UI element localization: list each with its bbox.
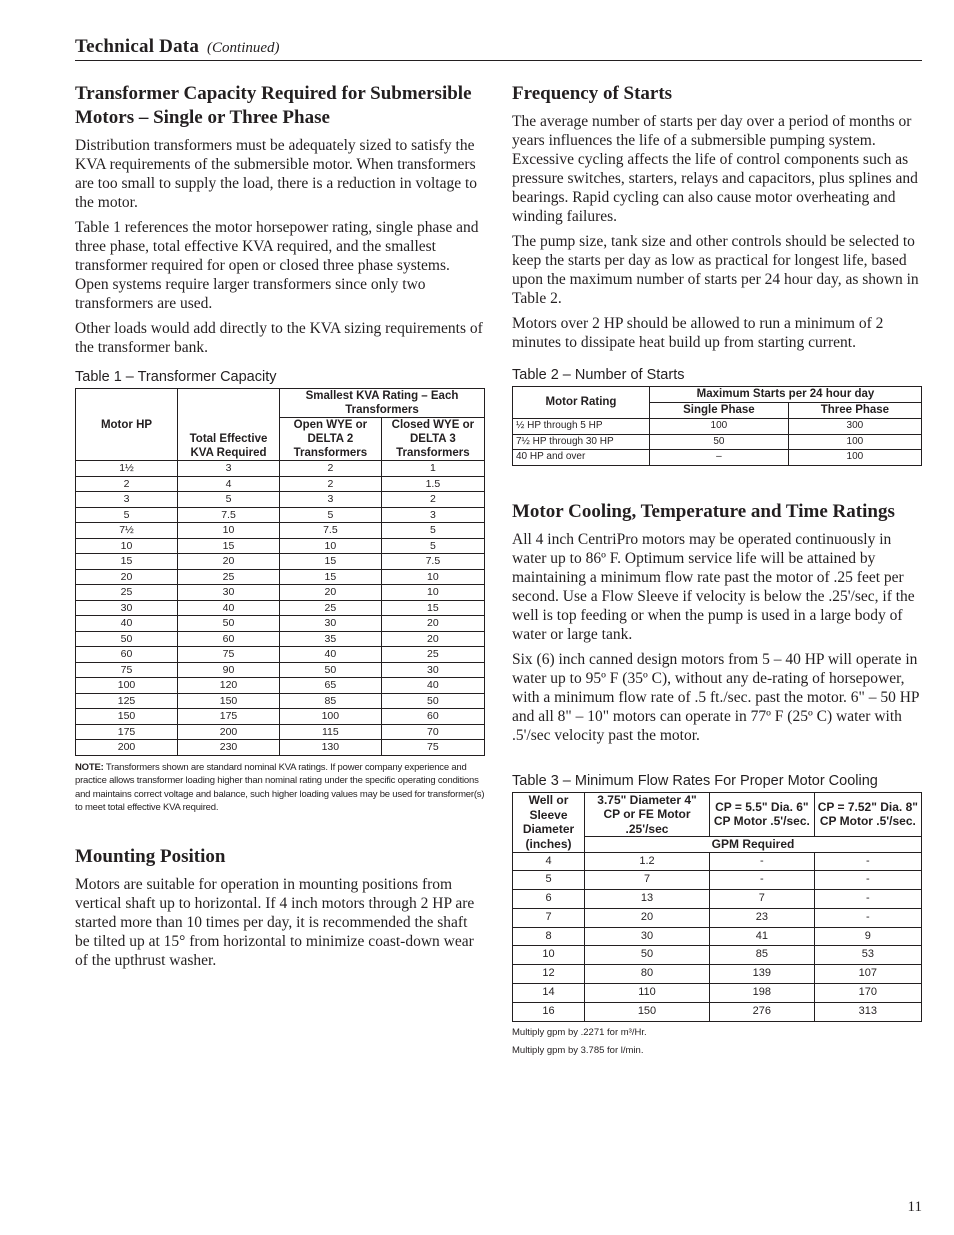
table-row <box>513 927 922 946</box>
table-cell: 41 <box>710 927 815 946</box>
starts-table <box>512 386 922 466</box>
col-header-smallest-kva: Smallest KVA Rating – Each Transformers <box>280 389 485 418</box>
table-row <box>76 492 485 508</box>
table2-block <box>512 367 922 466</box>
table-row <box>76 631 485 647</box>
table-cell: 7½ HP through 30 HP <box>513 434 650 450</box>
table-cell: 20 <box>76 569 178 585</box>
right-column <box>512 82 922 1060</box>
table-cell: 15 <box>76 554 178 570</box>
table-cell: 100 <box>280 709 382 725</box>
table-cell: - <box>814 908 921 927</box>
table-row <box>513 419 922 435</box>
table-cell: 35 <box>280 631 382 647</box>
table-row <box>76 600 485 616</box>
table-row <box>76 538 485 554</box>
left-column <box>75 82 485 976</box>
table-row <box>513 965 922 984</box>
table-cell: 115 <box>280 724 382 740</box>
table-cell: 16 <box>513 1002 585 1021</box>
table-cell: 9 <box>814 927 921 946</box>
table3-block <box>512 773 922 1060</box>
table-cell: - <box>814 852 921 871</box>
table-cell: – <box>650 450 789 466</box>
table-cell: 3 <box>280 492 382 508</box>
table-cell: 50 <box>178 616 280 632</box>
table-cell: 110 <box>585 984 710 1003</box>
table-row <box>513 434 922 450</box>
table-cell: 5 <box>280 507 382 523</box>
table-cell: 60 <box>178 631 280 647</box>
table-cell: 10 <box>381 585 484 601</box>
table-cell: 10 <box>178 523 280 539</box>
table-cell: 10 <box>381 569 484 585</box>
header-continued: (Continued) <box>207 40 280 56</box>
table-cell: 5 <box>178 492 280 508</box>
table-cell: 170 <box>814 984 921 1003</box>
table-row <box>76 678 485 694</box>
table-row <box>76 616 485 632</box>
table-cell: 10 <box>513 946 585 965</box>
header-title: Technical Data <box>75 36 200 57</box>
table-cell: 30 <box>280 616 382 632</box>
table-cell: 50 <box>76 631 178 647</box>
table-row <box>513 890 922 909</box>
paragraph: Other loads would add directly to the KVA sizing requirements of the transformer bank. <box>75 320 483 356</box>
table-cell: 100 <box>76 678 178 694</box>
table-cell: - <box>814 871 921 890</box>
table-cell: 276 <box>710 1002 815 1021</box>
table-cell: 7 <box>710 890 815 909</box>
table-cell: 60 <box>76 647 178 663</box>
table-row <box>76 662 485 678</box>
table-row <box>76 709 485 725</box>
table-cell: 130 <box>280 740 382 756</box>
paragraph: Table 1 references the motor horsepower rating, single phase and three phase, total effective KVA required, and the smallest transformer required for open or closed three phase systems. Open systems require larger transformers since only two transformers are used. <box>75 219 479 312</box>
page-header <box>75 36 922 61</box>
table-row <box>513 984 922 1003</box>
table-cell: 15 <box>280 569 382 585</box>
table-cell: - <box>710 871 815 890</box>
table-cell: 40 HP and over <box>513 450 650 466</box>
table-cell: 1.2 <box>585 852 710 871</box>
table-row <box>76 523 485 539</box>
table-cell: 15 <box>280 554 382 570</box>
table2-caption: Table 2 – Number of Starts <box>512 367 685 383</box>
table-cell: 30 <box>585 927 710 946</box>
table-cell: 5 <box>76 507 178 523</box>
table-cell: 30 <box>178 585 280 601</box>
paragraph: Motors are suitable for operation in mounting positions from vertical shaft up to horizontal. If 4 inch motors through 2 HP are started more than 10 times per day, it is recommended the shaft be tilted up at 15° from horizontal to minimize coast-down wear of the upthrust washer. <box>75 875 475 969</box>
table-cell: 4 <box>178 476 280 492</box>
table-cell: 53 <box>814 946 921 965</box>
col-header-well-diameter: Well or Sleeve Diameter (inches) <box>513 792 585 852</box>
col-header-6in: CP = 5.5" Dia. 6" CP Motor .5'/sec. <box>710 792 815 837</box>
table-cell: 40 <box>381 678 484 694</box>
table-cell: 23 <box>710 908 815 927</box>
table-row <box>513 1002 922 1021</box>
table-cell: 3 <box>76 492 178 508</box>
table-cell: 25 <box>76 585 178 601</box>
table-cell: 30 <box>76 600 178 616</box>
table-cell: 40 <box>178 600 280 616</box>
table-cell: 125 <box>76 693 178 709</box>
table-cell: 15 <box>178 538 280 554</box>
table3-footnote-2: Multiply gpm by 3.785 for l/min. <box>512 1044 644 1056</box>
col-header-open: Open WYE or DELTA 2 Transformers <box>280 418 382 461</box>
table-cell: 8 <box>513 927 585 946</box>
table-cell: 300 <box>788 419 921 435</box>
table-cell: 25 <box>280 600 382 616</box>
table-cell: 50 <box>650 434 789 450</box>
table-cell: 70 <box>381 724 484 740</box>
table-cell: 2 <box>381 492 484 508</box>
col-header-three-phase: Three Phase <box>788 403 921 419</box>
col-header-motor-hp: Motor HP <box>76 389 178 461</box>
col-header-max-starts: Maximum Starts per 24 hour day <box>650 387 922 403</box>
table-cell: 150 <box>585 1002 710 1021</box>
table-cell: 7.5 <box>381 554 484 570</box>
table-cell: 7 <box>513 908 585 927</box>
paragraph: The pump size, tank size and other controls should be selected to keep the starts per day as low as practical for longest life, based upon the maximum number of starts per 24 hour day, as shown in Table 2. <box>512 233 919 307</box>
table-cell: 85 <box>280 693 382 709</box>
table-row <box>76 569 485 585</box>
table-cell: 10 <box>280 538 382 554</box>
table-cell: 120 <box>178 678 280 694</box>
table3-caption: Table 3 – Minimum Flow Rates For Proper Motor Cooling <box>512 772 878 789</box>
table-cell: 2 <box>280 476 382 492</box>
table-cell: 20 <box>585 908 710 927</box>
paragraph: Motors over 2 HP should be allowed to run a minimum of 2 minutes to dissipate heat build up from starting current. <box>512 315 884 351</box>
table-cell: 2 <box>76 476 178 492</box>
paragraph: Six (6) inch canned design motors from 5 – 40 HP will operate in water up to 95º F (35º C), without any de-rating of horsepower, with a minimum flow rate of .5 ft./sec. past the motor. 6" – 50 HP and all 8" – 10" motors can operate in 77º F (25º C) water with .5'/sec velocity past the motor. <box>512 650 919 744</box>
table1-caption: Table 1 – Transformer Capacity <box>75 369 277 385</box>
table-cell: 90 <box>178 662 280 678</box>
table-cell: 75 <box>381 740 484 756</box>
table-cell: 175 <box>178 709 280 725</box>
col-header-8in: CP = 7.52" Dia. 8" CP Motor .5'/sec. <box>814 792 921 837</box>
table-cell: 150 <box>178 693 280 709</box>
table-cell: 60 <box>381 709 484 725</box>
table-row <box>513 871 922 890</box>
table-cell: 107 <box>814 965 921 984</box>
table-cell: 50 <box>381 693 484 709</box>
table-cell: 1.5 <box>381 476 484 492</box>
table-cell: 7 <box>585 871 710 890</box>
table1-note <box>75 761 485 815</box>
table-cell: 50 <box>280 662 382 678</box>
table-cell: 13 <box>585 890 710 909</box>
table-cell: 100 <box>788 434 921 450</box>
table-cell: 139 <box>710 965 815 984</box>
col-header-motor-rating: Motor Rating <box>513 387 650 419</box>
table-cell: 75 <box>76 662 178 678</box>
table1-block <box>75 369 485 815</box>
table-cell: 1 <box>381 461 484 477</box>
table-cell: 30 <box>381 662 484 678</box>
col-header-single-phase: Single Phase <box>650 403 789 419</box>
table-cell: 198 <box>710 984 815 1003</box>
table-cell: 7.5 <box>280 523 382 539</box>
table3-footnote-1: Multiply gpm by .2271 for m³/Hr. <box>512 1026 647 1038</box>
section-title-frequency: Frequency of Starts <box>512 83 673 104</box>
table-cell: 80 <box>585 965 710 984</box>
table-cell: 40 <box>280 647 382 663</box>
table-cell: 6 <box>513 890 585 909</box>
table-row <box>513 852 922 871</box>
table-cell: 150 <box>76 709 178 725</box>
table-cell: 12 <box>513 965 585 984</box>
table-cell: 3 <box>381 507 484 523</box>
table-cell: 14 <box>513 984 585 1003</box>
table-row <box>76 461 485 477</box>
table-row <box>76 693 485 709</box>
table1-body <box>76 461 485 756</box>
table-cell: 50 <box>585 946 710 965</box>
table-row <box>76 740 485 756</box>
col-header-gpm-required: GPM Required <box>585 837 922 853</box>
table-row <box>513 450 922 466</box>
table-cell: 20 <box>280 585 382 601</box>
table-cell: 230 <box>178 740 280 756</box>
table-cell: 3 <box>178 461 280 477</box>
paragraph: All 4 inch CentriPro motors may be operated continuously in water up to 86º F. Optimum service life will be attained by maintaining a minimum flow rate past the motor of .25 feet per second. Use a Flow Sleeve if velocity is below the .25'/sec, if the well is top feeding or when the pump is used in a large body of water or large tank. <box>512 530 915 643</box>
table-row <box>513 946 922 965</box>
table-cell: 175 <box>76 724 178 740</box>
table-cell: 1½ <box>76 461 178 477</box>
paragraph: Distribution transformers must be adequately sized to satisfy the KVA requirements of the submersible motor. When transformers are too small to supply the load, there is a reduction in voltage to the motor. <box>75 137 478 211</box>
col-header-total-kva: Total Effective KVA Required <box>178 389 280 461</box>
table-cell: 2 <box>280 461 382 477</box>
table-cell: 20 <box>178 554 280 570</box>
table-cell: 4 <box>513 852 585 871</box>
col-header-4in: 3.75" Diameter 4" CP or FE Motor .25'/sec <box>585 792 710 837</box>
table-cell: 75 <box>178 647 280 663</box>
table-row <box>76 476 485 492</box>
table-row <box>76 724 485 740</box>
table-cell: 313 <box>814 1002 921 1021</box>
table-row <box>513 908 922 927</box>
section-title-cooling: Motor Cooling, Temperature and Time Ratings <box>512 500 895 522</box>
table-row <box>76 585 485 601</box>
table-cell: 7.5 <box>178 507 280 523</box>
table-cell: - <box>710 852 815 871</box>
paragraph: The average number of starts per day over a period of months or years influences the life of a submersible pumping system. Excessive cycling affects the life of control components such as pressure switches, starters, relays and capacitors, plus splines and bearings. Rapid cycling can also cause motor overheating and winding failures. <box>512 113 918 225</box>
page-number: 11 <box>907 1199 922 1215</box>
note-text: Transformers shown are standard nominal KVA ratings. If power company experience and practice allows transformer loading higher than nominal rating under the specific operating conditions and maintains correct voltage and balance, such higher loading values may be used for transformer(s) to meet total effective KVA required. <box>75 761 485 813</box>
table-cell: - <box>814 890 921 909</box>
table-cell: 20 <box>381 616 484 632</box>
table-row <box>76 507 485 523</box>
col-header-closed: Closed WYE or DELTA 3 Transformers <box>381 418 484 461</box>
table2-body <box>513 419 922 466</box>
table-cell: 5 <box>381 538 484 554</box>
table-cell: 5 <box>381 523 484 539</box>
table3-body <box>513 852 922 1021</box>
table-cell: 7½ <box>76 523 178 539</box>
table-cell: 5 <box>513 871 585 890</box>
table-cell: 100 <box>788 450 921 466</box>
table-cell: 10 <box>76 538 178 554</box>
table-cell: 20 <box>381 631 484 647</box>
table-cell: 85 <box>710 946 815 965</box>
table-cell: 40 <box>76 616 178 632</box>
table-row <box>76 554 485 570</box>
table-cell: 25 <box>178 569 280 585</box>
table-cell: 15 <box>381 600 484 616</box>
table-cell: 100 <box>650 419 789 435</box>
table-cell: 200 <box>76 740 178 756</box>
table-row <box>76 647 485 663</box>
section-title-transformer: Transformer Capacity Required for Submersible Motors – Single or Three Phase <box>75 83 472 128</box>
table-cell: 25 <box>381 647 484 663</box>
table-cell: 200 <box>178 724 280 740</box>
note-label: NOTE: <box>75 761 104 773</box>
transformer-capacity-table <box>75 388 485 756</box>
table-cell: 65 <box>280 678 382 694</box>
table-cell: ½ HP through 5 HP <box>513 419 650 435</box>
section-title-mounting: Mounting Position <box>75 845 226 867</box>
flow-rates-table <box>512 792 922 1022</box>
